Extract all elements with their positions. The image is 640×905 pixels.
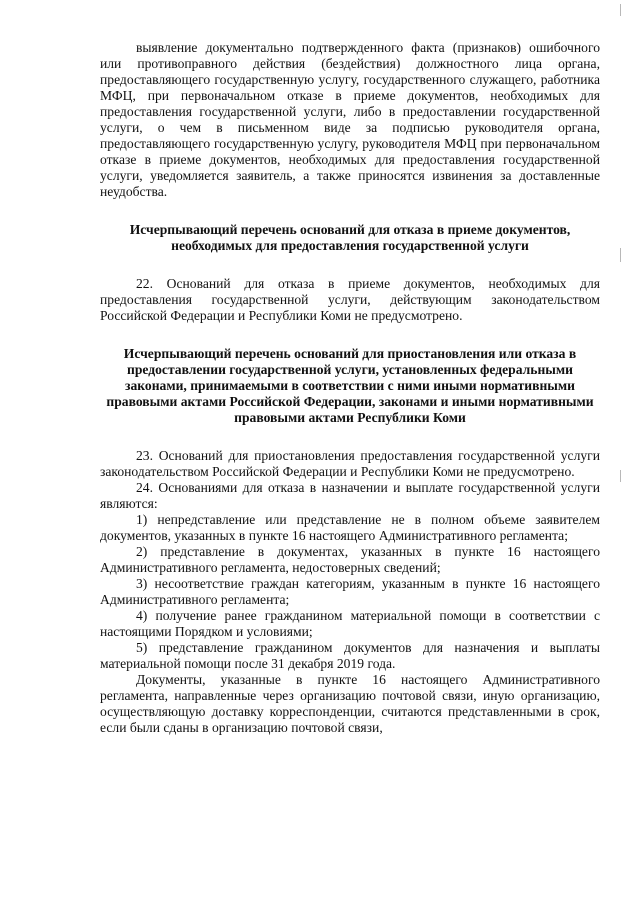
list-item: 1) непредставление или представление не в полном объеме заявителем документов, указанных в пункте 16 настоящего Административного регламента; — [100, 512, 600, 543]
paragraph-23: 23. Оснований для приостановления предоставления государственной услуги законодательством Российской Федерации и Республики Коми не предусмотрено. — [100, 448, 600, 479]
paragraph-apology: выявление документально подтвержденного факта (признаков) ошибочного или противоправного действия (бездействия) должностного лица органа, предоставляющего государственную услугу, государственного служащего, работника МФЦ, при первоначальном отказе в приеме документов, необходимых для предоставления государственной услуги, либо в предоставлении государственной услуги, о чем в письменном виде за подписью руководителя органа, предоставляющего государственную услугу, руководителя МФЦ при первоначальном отказе в приеме документов, необходимых для предоставления государственной услуги, уведомляется заявитель, а также приносятся извинения за доставленные неудобства. — [100, 40, 600, 199]
paragraph-22: 22. Оснований для отказа в приеме документов, необходимых для предоставления государственной услуги, действующим законодательством Российской Федерации и Республики Коми не предусмотрено. — [100, 276, 600, 323]
scan-margin-mark — [620, 470, 621, 482]
document-body — [100, 40, 600, 736]
heading-suspension-refusal: Исчерпывающий перечень оснований для приостановления или отказа в предоставлении государственной услуги, установленных федеральными законами, принимаемыми в соответствии с ними иными нормативными правовыми актами Российской Федерации, законами и иными нормативными правовыми актами Республики Коми — [106, 346, 594, 425]
list-item: 4) получение ранее гражданином материальной помощи в соответствии с настоящими Порядком и условиями; — [100, 608, 600, 639]
heading-refusal-documents: Исчерпывающий перечень оснований для отказа в приеме документов, необходимых для предоставления государственной услуги — [129, 222, 571, 253]
list-item: 3) несоответствие граждан категориям, указанным в пункте 16 настоящего Административного регламента; — [100, 576, 600, 607]
paragraph-postal-documents: Документы, указанные в пункте 16 настоящего Административного регламента, направленные через организацию почтовой связи, иную организацию, осуществляющую доставку корреспонденции, считаются представленными в срок, если были сданы в организацию почтовой связи, — [100, 672, 600, 735]
scan-margin-mark — [620, 248, 621, 262]
list-item: 2) представление в документах, указанных в пункте 16 настоящего Административного регламента, недостоверных сведений; — [100, 544, 600, 575]
list-item: 5) представление гражданином документов для назначения и выплаты материальной помощи после 31 декабря 2019 года. — [100, 640, 600, 671]
scan-margin-mark — [620, 4, 621, 16]
paragraph-24: 24. Основаниями для отказа в назначении и выплате государственной услуги являются: — [100, 480, 600, 511]
